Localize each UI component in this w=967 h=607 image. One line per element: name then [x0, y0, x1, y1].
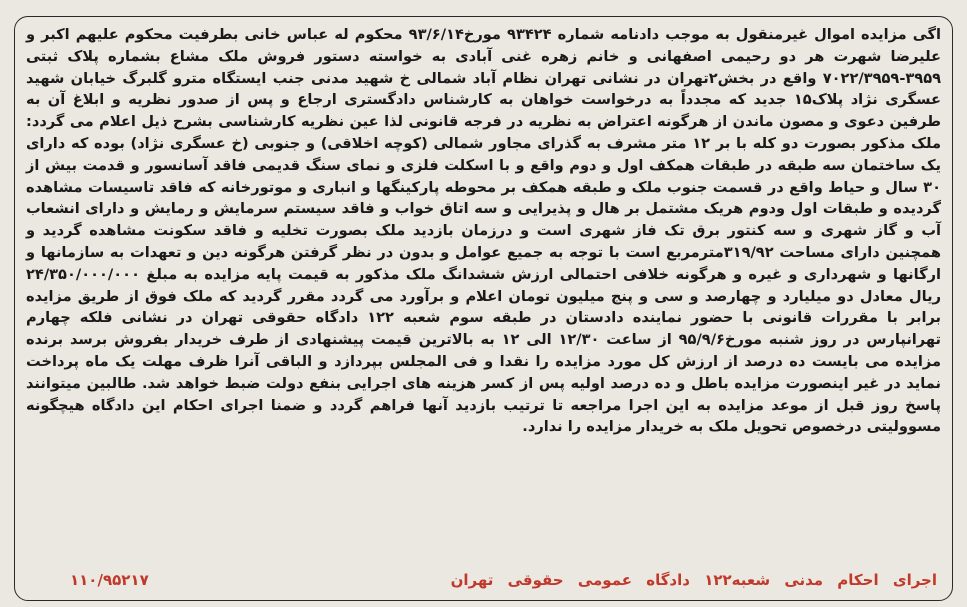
issuer-signature: اجرای احکام مدنی شعبه۱۲۲ دادگاه عمومی حقوقی تهران [450, 571, 937, 589]
auction-notice-body [26, 24, 941, 438]
ad-code: ۱۱۰/۹۵۲۱۷ [70, 571, 149, 589]
notice-footer [30, 571, 937, 595]
notice-paragraph: اگی مزایده اموال غیرمنقول به موجب دادنامه شماره ۹۳۴۲۴ مورخ۹۳/۶/۱۴ محکوم له عباس خانی بطرفیت محکوم علیهم اکبر و علیرضا شهرت هر دو رحیمی اصفهانی و خانم زهره غنی آبادی به خواسته دستور فروش ملک مشاع بشماره پلاک ثبتی ۳۹۵۹-۷۰۲۲/۳۹۵۹ واقع در بخش۲تهران در نشانی تهران نظام آباد شمالی خ شهید مدنی جنب ایستگاه مترو گلبرگ خیابان شهید عسگری نژاد پلاک۱۵ جدید که مجدداً به درخواست خواهان به کارشناس دادگستری ارجاع و پس از صدور نظریه و ابلاغ آن به طرفین دعوی و مصون ماندن از هرگونه اعتراض به نظریه در فرجه قانونی لذا عین نظریه کارشناسی بشرح ذیل اعلام می گردد: ملک مذکور بصورت دو کله با بر ۱۲ متر مشرف به گذرای مجاور شمالی (کوچه اخلاقی) و جنوبی (خ عسگری نژاد) بوده که دارای یک ساختمان سه طبقه در طبقات همکف اول و دوم واقع و با اسکلت فلزی و نمای سنگ قدیمی فاقد آسانسور و قدمت بیش از ۳۰ سال و حیاط واقع در قسمت جنوب ملک و طبقه همکف بر محوطه پارکینگها و انباری و موتورخانه که فاقد تاسیسات مشاهده گردیده و طبقات اول ودوم هریک مشتمل بر هال و پذیرایی و سه اتاق خواب و فاقد سیستم سرمایش و رمایش و دارای انشعاب آب و گاز شهری و سه کنتور برق تک فاز شهری است و درزمان بازدید ملک بصورت تخلیه و فاقد سکونت مشاهده گردید و همچنین دارای مساحت ۳۱۹/۹۲مترمربع است با توجه به جمیع عوامل و بدون در نظر گرفتن هرگونه دین و تعهدات به سازمانها و ارگانها و شهرداری و غیره و هرگونه خلافی احتمالی ارزش ششدانگ ملک مذکور به قیمت پایه مزایده به مبلغ ۲۴/۳۵۰/۰۰۰/۰۰۰ ریال معادل دو میلیارد و چهارصد و سی و پنج میلیون تومان اعلام و برآورد می گردد مقرر گردید که ملک فوق از طریق مزایده برابر با مقررات قانونی با حضور نماینده دادستان در طبقه سوم شعبه ۱۲۲ دادگاه حقوقی تهران در نشانی فلکه چهارم تهرانپارس در روز شنبه مورخ۹۵/۹/۶ از ساعت ۱۲/۳۰ الی ۱۲ به بالاترین قیمت پیشنهادی از طرف خریدار بفروش برسد برنده مزایده می بایست ده درصد از ارزش کل مورد مزایده را نقدا و فی المجلس بپردازد و الباقی آنرا ظرف مهلت یک ماه پرداخت نماید در غیر اینصورت مزایده باطل و ده درصد اولیه پس از کسر هزینه های اجرایی بنفع دولت ضبط خواهد شد. طالبین میتوانند پاسخ روز قبل از موعد مزایده به این اجرا مراجعه تا ترتیب بازدید آنها فراهم گردد و ضمنا اجرای احکام این دادگاه هیچگونه مسوولیتی درخصوص تحویل ملک به خریدار مزایده را ندارد. [26, 26, 942, 436]
top-cut-header [0, 0, 967, 14]
